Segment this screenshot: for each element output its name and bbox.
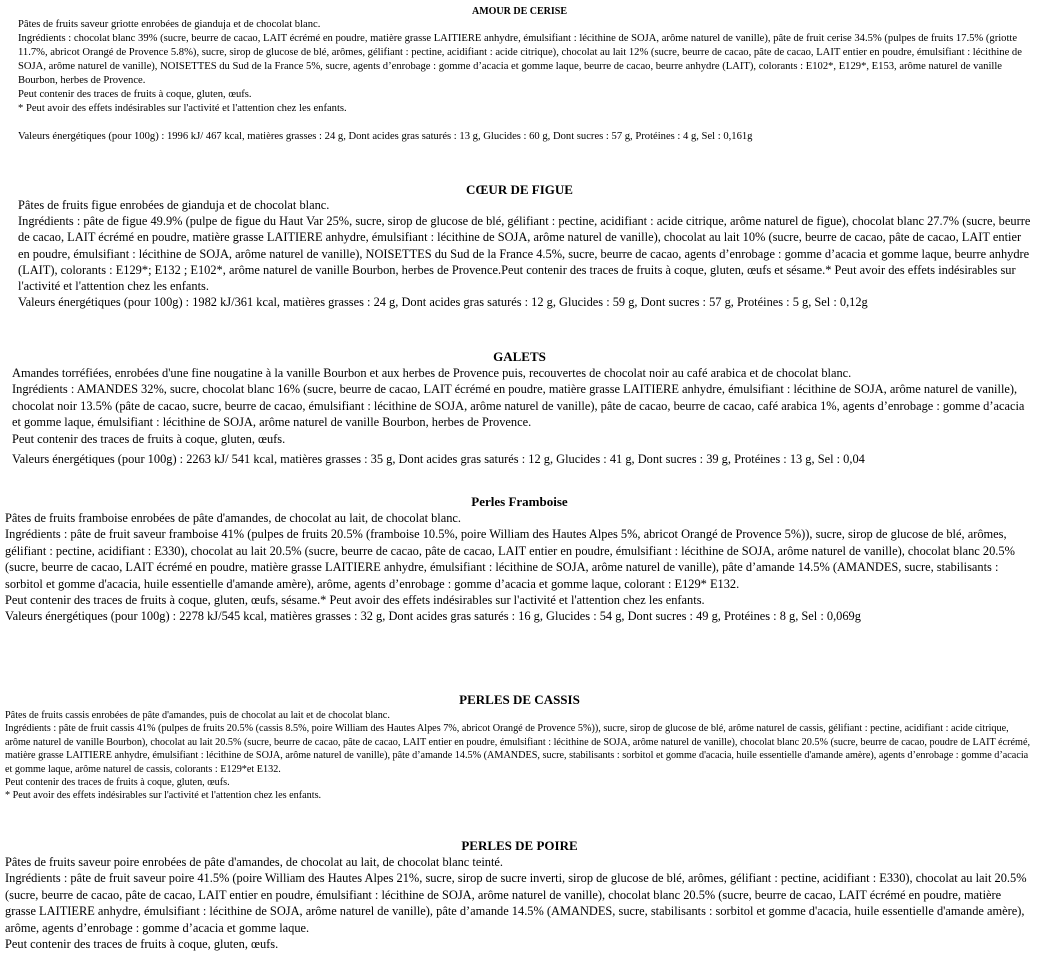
product-summary: Pâtes de fruits saveur griotte enrobées de gianduja et de chocolat blanc. xyxy=(18,19,321,30)
product-section-perles-de-cassis xyxy=(0,692,1039,802)
allergen-notice: Peut contenir des traces de fruits à coque, gluten, œufs. xyxy=(5,937,279,952)
product-summary: Amandes torréfiées, enrobées d'une fine nougatine à la vanille Bourbon et aux herbes de Provence puis, recouvertes de chocolat noir au café arabica et de chocolat blanc. xyxy=(12,366,852,380)
nutrition-values: Valeurs énergétiques (pour 100g) : 2263 kJ/ 541 kcal, matières grasses : 35 g, Dont acides gras saturés : 12 g, Glucides : 41 g, Dont sucres : 39 g, Protéines : 13 g, Sel : 0,04 xyxy=(12,452,865,467)
product-description xyxy=(5,854,1033,952)
ingredients-text: Ingrédients : pâte de fruit saveur framboise 41% (pulpes de fruits 20.5% (framboise 10.5%, poire William des Hautes Alpes 5%, abricot Orangé de Provence 5%)), sucre, sirop de glucose de blé, arômes, gélifiant : pectine, acidifiant : E330), chocolat au lait 20.5% (sucre, beurre de cacao, pâte de cacao, LAIT entier en poudre, émulsifiant : lécithine de SOJA, arôme naturel de vanille), chocolat blanc 20.5% (sucre, beurre de cacao, LAIT écrémé en poudre, matière grasse LAITIERE anhydre, émulsifiant : lécithine de SOJA, arôme naturel de vanille), pâte d’amande 14.5% (AMANDES, sucre, stabilisants : sorbitol et gomme d'acacia, huile essentielle d'amande amère), arôme, agents d’enrobage : gomme d’acacia et gomme laque, colorant : E129* E132. xyxy=(5,527,1015,591)
ingredients-text: Ingrédients : AMANDES 32%, sucre, chocolat blanc 16% (sucre, beurre de cacao, LAIT écrémé en poudre, matière grasse LAITIERE anhydre, émulsifiant : lécithine de SOJA, arôme naturel de vanille), chocolat noir 13.5% (pâte de cacao, sucre, beurre de cacao, émulsifiant : lécithine de SOJA, arôme naturel de vanille), pâte de cacao, beurre de cacao, café arabica 1%, agents d’enrobage : gomme d’acacia et gomme laque, émulsifiant : lécithine de SOJA, arôme naturel de vanille Bourbon, herbes de Provence. xyxy=(12,382,1025,430)
allergen-notice: Peut contenir des traces de fruits à coque, gluten, œufs, sésame.* Peut avoir des effets indésirables sur l'activité et l'attention chez les enfants. xyxy=(5,593,705,608)
product-title: PERLES DE CASSIS xyxy=(459,692,580,707)
product-section-amour-de-cerise xyxy=(0,5,1039,142)
ingredients-text: Ingrédients : chocolat blanc 39% (sucre, beurre de cacao, LAIT écrémé en poudre, matière grasse LAITIERE anhydre, émulsifiant : lécithine de SOJA, arôme naturel de vanille), pâte de fruit cerise 34.5% (pulpes de fruits 17.5% (griotte 11.7%, abricot Orangé de Provence 5.8%), sucre, sirop de glucose de blé, arômes, gélifiant : pectine, acidifiant : acide citrique), chocolat au lait 12% (sucre, beurre de cacao, pâte de cacao, LAIT entier en poudre, émulsifiant : lécithine de SOJA, arôme naturel de vanille), NOISETTES du Sud de la France 5%, sucre, agents d’enrobage : gomme d’acacia et gomme laque, beurre de cacao, beurre anhydre (LAIT), colorants : E102*, E129*, E153, arôme naturel de vanille Bourbon, herbes de Provence. xyxy=(18,33,1022,86)
product-section-perles-framboise xyxy=(0,494,1039,624)
nutrition-values: Valeurs énergétiques (pour 100g) : 1982 kJ/361 kcal, matières grasses : 24 g, Dont acides gras saturés : 12 g, Glucides : 59 g, Dont sucres : 57 g, Protéines : 5 g, Sel : 0,12g xyxy=(18,295,868,310)
ingredients-text: Ingrédients : pâte de fruit cassis 41% (pulpes de fruits 20.5% (cassis 8.5%, poire William des Hautes Alpes 7%, abricot Orangé de Provence 5%)), sucre, sirop de glucose de blé, arôme naturel de cassis, gélifiant : pectine, acidifiant : acide citrique, arôme naturel de vanille Bourbon), chocolat au lait 20.5% (sucre, beurre de cacao, pâte de cacao, LAIT entier en poudre, émulsifiant : lécithine de SOJA, arôme naturel de vanille), chocolat blanc 20.5% (sucre, beurre de cacao, poudre de LAIT écrémé, matière grasse LAITIERE anhydre, émulsifiant : lécithine de SOJA, arôme naturel de vanille), pâte d’amande 14.5% (AMANDES, sucre, stabilisants : sorbitol et gomme d'acacia, huile essentielle d'amande amère), agents d’enrobage : gomme d’acacia et gomme laque, arôme naturel de cassis, colorants : E129*et E132. xyxy=(5,723,1031,775)
product-section-perles-de-poire xyxy=(0,838,1039,952)
product-description xyxy=(5,510,1033,625)
allergen-notice: Peut contenir des traces de fruits à coque, gluten, œufs. xyxy=(18,89,252,100)
product-title: AMOUR DE CERISE xyxy=(471,6,567,17)
nutrition-values: Valeurs énergétiques (pour 100g) : 1996 kJ/ 467 kcal, matières grasses : 24 g, Dont acides gras saturés : 13 g, Glucides : 60 g, Dont sucres : 57 g, Protéines : 4 g, Sel : 0,161g xyxy=(18,131,753,142)
product-title: PERLES DE POIRE xyxy=(461,838,578,853)
allergen-notice: Peut contenir des traces de fruits à coque, gluten, œufs. xyxy=(5,777,230,789)
product-section-galets xyxy=(0,349,1039,467)
ingredients-text: Ingrédients : pâte de figue 49.9% (pulpe de figue du Haut Var 25%, sucre, sirop de glucose de blé, gélifiant : pectine, acidifiant : acide citrique, arôme naturel de figue), chocolat blanc 27.7% (sucre, beurre de cacao, LAIT écrémé en poudre, matière grasse LAITIERE anhydre, émulsifiant : lécithine de SOJA, arôme naturel de vanille), chocolat au lait 10% (sucre, beurre de cacao, pâte de cacao, LAIT entier en poudre, émulsifiant : lécithine de SOJA, arôme naturel de vanille), NOISETTES du Sud de la France 4.5%, sucre, beurre de cacao, agents d’enrobage : gomme d’acacia et gomme laque, beurre anhydre (LAIT), colorants : E129*; E132 ; E102*, arôme naturel de vanille Bourbon, herbes de Provence.Peut contenir des traces de fruits à coque, gluten, œufs et sésame.* Peut avoir des effets indésirables sur l'activité et l'attention chez les enfants. xyxy=(18,214,1031,294)
product-summary: Pâtes de fruits figue enrobées de gianduja et de chocolat blanc. xyxy=(18,198,330,212)
ingredients-text: Ingrédients : pâte de fruit saveur poire 41.5% (poire William des Hautes Alpes 21%, sucre, sirop de sucre inverti, sirop de glucose de blé, arômes, gélifiant : pectine, acidifiant : E330), chocolat au lait 20.5% (sucre, beurre de cacao, pâte de cacao, LAIT entier en poudre, émulsifiant : lécithine de SOJA, arôme naturel de vanille), chocolat blanc 20.5% (sucre, beurre de cacao, LAIT écrémé en poudre, matière grasse LAITIERE anhydre, émulsifiant : lécithine de SOJA, arôme naturel de vanille), pâte d’amande 14.5% (AMANDES, sucre, stabilisants : sorbitol et gomme d'acacia, huile essentielle d'amande amère), arôme, agents d’enrobage : gomme d’acacia et gomme laque. xyxy=(5,871,1027,935)
warning-notice: * Peut avoir des effets indésirables sur l'activité et l'attention chez les enfants. xyxy=(5,790,322,802)
product-description xyxy=(5,709,1035,803)
nutrition-values: Valeurs énergétiques (pour 100g) : 2278 kJ/545 kcal, matières grasses : 32 g, Dont acides gras saturés : 16 g, Glucides : 54 g, Dont sucres : 49 g, Protéines : 8 g, Sel : 0,069g xyxy=(5,609,861,624)
product-description xyxy=(12,365,1032,467)
product-description xyxy=(18,197,1033,310)
product-description xyxy=(18,18,1028,144)
product-summary: Pâtes de fruits saveur poire enrobées de pâte d'amandes, de chocolat au lait, de chocolat blanc teinté. xyxy=(5,855,504,869)
product-summary: Pâtes de fruits cassis enrobées de pâte d'amandes, puis de chocolat au lait et de chocolat blanc. xyxy=(5,710,390,721)
product-section-coeur-de-figue xyxy=(0,182,1039,310)
product-title: Perles Framboise xyxy=(471,494,568,509)
warning-notice: * Peut avoir des effets indésirables sur l'activité et l'attention chez les enfants. xyxy=(18,103,347,114)
allergen-notice: Peut contenir des traces de fruits à coque, gluten, œufs. xyxy=(12,431,286,446)
product-summary: Pâtes de fruits framboise enrobées de pâte d'amandes, de chocolat au lait, de chocolat blanc. xyxy=(5,511,462,525)
product-title: GALETS xyxy=(493,349,546,364)
product-title: CŒUR DE FIGUE xyxy=(466,182,573,197)
